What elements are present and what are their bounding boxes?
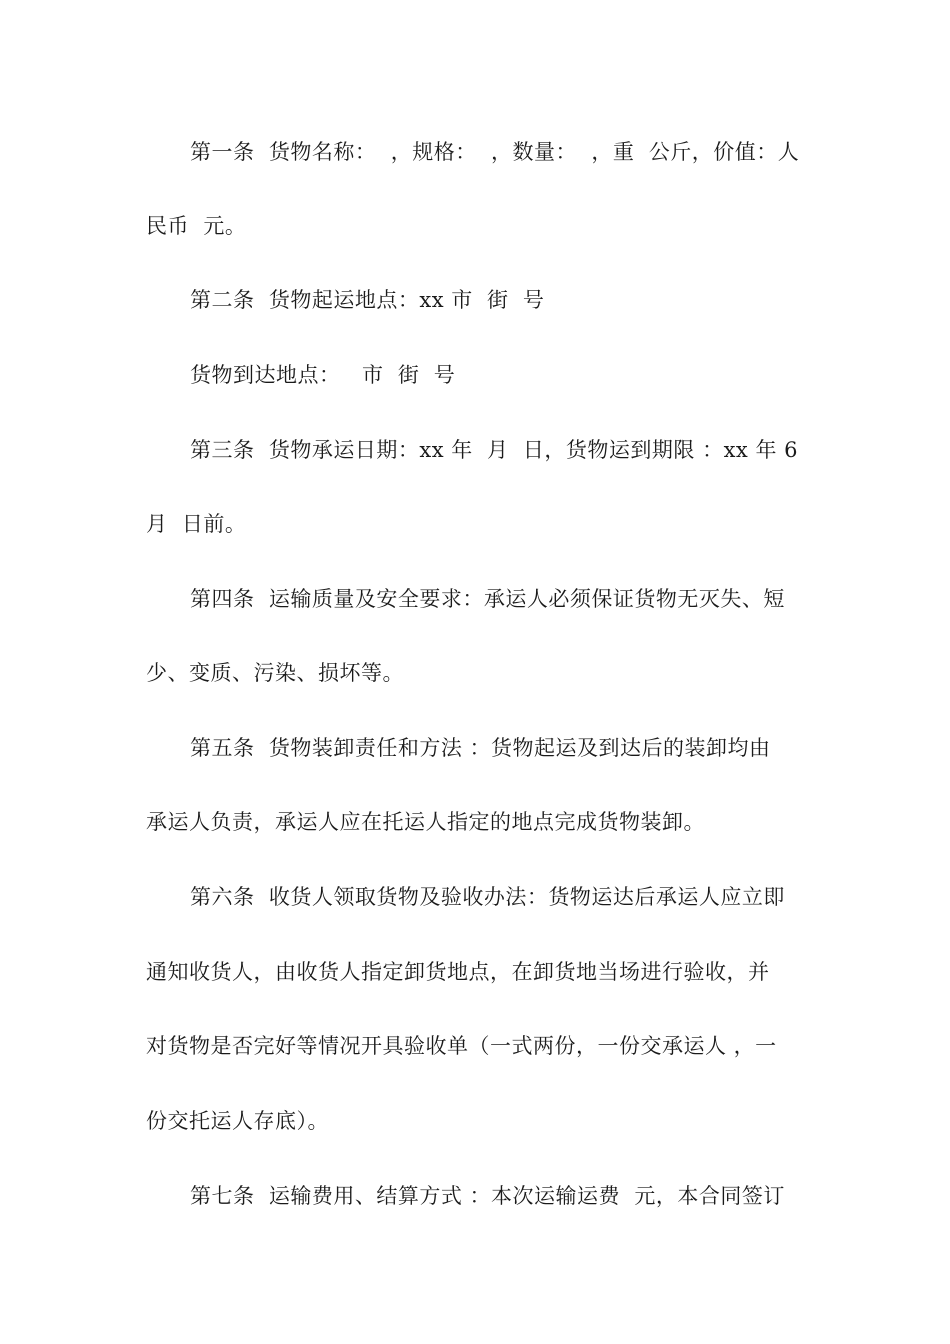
clause-5-line-2: 承运人负责，承运人应在托运人指定的地点完成货物装卸。: [146, 810, 705, 834]
clause-6-line-2: 通知收货人，由收货人指定卸货地点，在卸货地当场进行验收，并: [146, 960, 770, 984]
clause-2-line-1: 第二条 货物起运地点：xx 市 街 号: [190, 288, 545, 312]
clause-7-line-1: 第七条 运输费用、结算方式 ：本次运输运费 元，本合同签订: [190, 1184, 785, 1208]
clause-1-line-1: 第一条 货物名称： ，规格： ，数量： ，重 公斤，价值：人: [190, 140, 800, 164]
clause-5-line-1: 第五条 货物装卸责任和方法 ：货物起运及到达后的装卸均由: [190, 736, 771, 760]
clause-1-line-2: 民币 元。: [146, 214, 247, 238]
clause-2-line-2: 货物到达地点： 市 街 号: [190, 363, 456, 387]
clause-3-line-2: 月 日前。: [146, 512, 247, 536]
clause-4-line-1: 第四条 运输质量及安全要求：承运人必须保证货物无灭失、短: [190, 587, 785, 611]
clause-6-line-3: 对货物是否完好等情况开具验收单（一式两份，一份交承运人 ，一: [146, 1034, 777, 1058]
clause-6-line-4: 份交托运人存底）。: [146, 1109, 329, 1133]
clause-3-line-1: 第三条 货物承运日期：xx 年 月 日，货物运到期限 ：xx 年 6: [190, 438, 798, 462]
clause-4-line-2: 少、变质、污染、损坏等。: [146, 661, 404, 685]
clause-6-line-1: 第六条 收货人领取货物及验收办法：货物运达后承运人应立即: [190, 885, 785, 909]
